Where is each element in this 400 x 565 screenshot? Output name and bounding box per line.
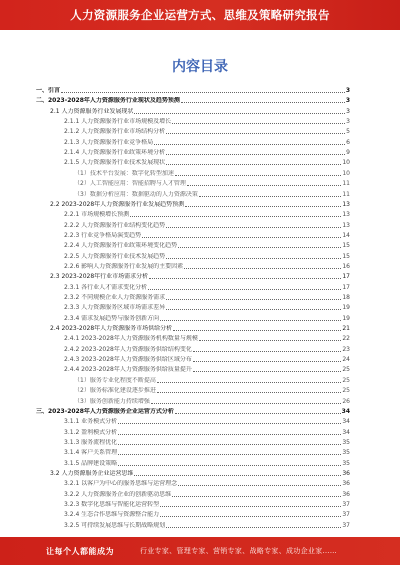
toc-entry-title: （1）服务专业化程度不断提高 xyxy=(74,376,156,384)
toc-entry[interactable] xyxy=(64,148,350,157)
toc-entry-page: 15 xyxy=(342,252,350,260)
toc-entry-page: 13 xyxy=(342,221,350,229)
toc-leader-dots xyxy=(134,113,345,114)
toc-entry-page: 24 xyxy=(342,356,350,364)
toc-entry-page: 17 xyxy=(342,283,350,291)
toc-leader-dots xyxy=(134,475,341,476)
toc-entry-title: 3.1.5 品牌建设策略 xyxy=(64,459,118,467)
toc-entry[interactable] xyxy=(64,355,350,364)
toc-leader-dots xyxy=(160,320,341,321)
toc-leader-dots xyxy=(193,361,341,362)
toc-entry-page: 6 xyxy=(346,138,350,146)
toc-entry-page: 23 xyxy=(342,345,350,353)
toc-entry[interactable] xyxy=(64,314,350,323)
toc-entry-page: 11 xyxy=(342,180,350,188)
toc-leader-dots xyxy=(193,371,341,372)
toc-entry-title: 2.2.1 市场规模增长预测 xyxy=(64,211,130,219)
toc-leader-dots xyxy=(166,227,341,228)
toc-entry-title: 3.2.3 数字化思维与智能化运营转型 xyxy=(64,501,160,508)
toc-entry[interactable] xyxy=(64,293,350,302)
toc-entry[interactable] xyxy=(64,428,350,437)
toc-entry-title: （2）服务标准化建设逐步推进 xyxy=(74,387,156,395)
toc-entry-title: 3.1.2 盈利模式分析 xyxy=(64,428,118,436)
toc-entry-title: 2.1.3 人力资源服务行业竞争格局 xyxy=(64,138,154,146)
toc-entry-title: 2.3 2023-2028年行业市场需求分析 xyxy=(50,273,149,281)
toc-entry-page: 37 xyxy=(342,511,350,519)
toc-leader-dots xyxy=(61,92,345,93)
toc-entry[interactable] xyxy=(64,241,350,250)
toc-leader-dots xyxy=(185,206,341,207)
toc-entry-page: 35 xyxy=(342,438,350,446)
toc-entry-title: 2.3.4 需求发展趋势与服务创新方向 xyxy=(64,314,160,322)
toc-entry[interactable] xyxy=(64,127,350,136)
toc-leader-dots xyxy=(178,485,341,486)
toc-leader-dots xyxy=(181,102,345,103)
toc-entry-title: 2.4.1 2023-2028年人力资源服务机构数量与规模 xyxy=(64,335,198,343)
footer-bar xyxy=(0,537,400,565)
toc-entry-title: 2.4.2 2023-2028年人力资源服务供给结构变化 xyxy=(64,345,192,353)
toc-entry[interactable] xyxy=(74,397,350,406)
toc-leader-dots xyxy=(199,340,341,341)
toc-leader-dots xyxy=(157,382,342,383)
toc-leader-dots xyxy=(175,413,341,414)
toc-entry-title: （2）人工智能应用：智能招聘与人才管理 xyxy=(74,180,186,188)
toc-entry-page: 5 xyxy=(346,128,350,136)
toc-leader-dots xyxy=(166,133,345,134)
toc-leader-dots xyxy=(154,144,345,145)
toc-entry[interactable] xyxy=(64,334,350,343)
toc-entry[interactable] xyxy=(64,138,350,147)
toc-entry-page: 3 xyxy=(345,87,350,94)
toc-leader-dots xyxy=(172,496,341,497)
toc-leader-dots xyxy=(130,216,341,217)
toc-entry[interactable] xyxy=(64,438,350,447)
toc-entry-title: 2.2.5 人力资源服务行业技术发展趋势 xyxy=(64,252,166,260)
toc-title: 内容目录 xyxy=(172,59,228,75)
toc-entry[interactable] xyxy=(36,86,350,95)
toc-entry-title: 3.1.4 客户关系管理 xyxy=(64,449,118,457)
toc-leader-dots xyxy=(142,237,341,238)
toc-leader-dots xyxy=(149,278,341,279)
toc-entry-page: 9 xyxy=(346,149,350,157)
toc-entry[interactable] xyxy=(50,324,350,333)
toc-entry-title: 3.2.4 生态合作思维与资源整合能力 xyxy=(64,511,160,519)
toc-entry-title: 2.3.2 不同规模企业人力资源服务需求 xyxy=(64,294,166,301)
toc-entry-title: 3.1.3 服务流程优化 xyxy=(64,438,118,446)
toc-entry-page: 26 xyxy=(342,397,350,405)
toc-entry-title: 2.4.4 2023-2028年人力资源服务供给质量提升 xyxy=(64,366,192,374)
toc-entry[interactable] xyxy=(50,107,350,116)
toc-entry-title: 2.2.3 行业竞争格局演变趋势 xyxy=(64,231,142,239)
toc-entry-page: 19 xyxy=(342,314,350,322)
toc-entry-title: 2.3.3 人力资源服务区域市场需求差异 xyxy=(64,304,166,312)
toc-entry-page: 13 xyxy=(342,211,350,219)
toc-entry[interactable] xyxy=(50,469,350,478)
toc-leader-dots xyxy=(118,454,341,455)
toc-entry[interactable] xyxy=(64,303,350,312)
toc-entry[interactable] xyxy=(64,262,350,271)
toc-entry-title: 2.4.3 2023-2028年人力资源服务供给区域分布 xyxy=(64,356,192,364)
toc-entry-page: 11 xyxy=(342,190,350,198)
toc-entry[interactable] xyxy=(64,448,350,457)
toc-entry[interactable] xyxy=(50,272,350,281)
toc-entry-page: 21 xyxy=(342,325,350,333)
toc-entry-title: 3.2 人力资源服务企业运营思维 xyxy=(50,469,134,477)
toc-entry-page: 25 xyxy=(342,366,350,374)
toc-leader-dots xyxy=(118,423,341,424)
toc-entry-page: 3 xyxy=(346,118,350,126)
toc-entry-title: 2.1.4 人力资源服务行业政策环境分析 xyxy=(64,149,166,157)
toc-leader-dots xyxy=(118,444,341,445)
toc-entry-title: 3.2.1 以客户为中心的服务思维与运营理念 xyxy=(64,480,178,488)
toc-entry-title: （3）数据分析应用：数据驱动的人力资源决策 xyxy=(74,190,198,198)
toc-entry[interactable] xyxy=(74,190,350,199)
toc-entry[interactable] xyxy=(50,200,350,209)
toc-entry[interactable] xyxy=(64,252,350,261)
toc-entry-title: 2.1 人力资源服务行业发展现状 xyxy=(50,107,134,115)
toc-entry-title: 2.3.1 各行业人才需求变化分析 xyxy=(64,283,148,291)
toc-entry[interactable] xyxy=(64,521,350,530)
toc-entry[interactable] xyxy=(64,210,350,219)
toc-entry[interactable] xyxy=(36,96,350,105)
toc-leader-dots xyxy=(199,196,342,197)
toc-entry[interactable] xyxy=(64,231,350,240)
toc-entry[interactable] xyxy=(64,459,350,468)
toc-entry[interactable] xyxy=(64,283,350,292)
toc-entry[interactable] xyxy=(36,407,350,416)
toc-leader-dots xyxy=(184,268,341,269)
toc-entry-page: 35 xyxy=(342,449,350,457)
toc-entry-page: 34 xyxy=(341,407,350,415)
toc-leader-dots xyxy=(166,258,341,259)
toc-entry[interactable] xyxy=(64,365,350,374)
report-title: 人力资源服务企业运营方式、思维及策略研究报告 xyxy=(70,8,330,22)
toc-leader-dots xyxy=(160,506,341,507)
toc-leader-dots xyxy=(173,330,341,331)
toc-entry-page: 16 xyxy=(342,262,350,270)
toc-entry[interactable] xyxy=(64,490,350,499)
toc-leader-dots xyxy=(166,164,341,165)
toc-entry-title: 3.2.5 可持续发展思维与长期战略规划 xyxy=(64,521,166,529)
toc-entry-page: 37 xyxy=(342,501,350,508)
toc-leader-dots xyxy=(160,516,341,517)
toc-entry-title: 3.2.2 人力资源服务企业的创新驱动思维 xyxy=(64,490,172,498)
toc-leader-dots xyxy=(166,154,345,155)
toc-leader-dots xyxy=(172,123,345,124)
toc-entry-title: 三、2023-2028年人力资源服务企业运营方式分析 xyxy=(36,407,174,415)
toc-entry[interactable] xyxy=(64,479,350,488)
toc-entry-title: （1）技术平台发展：数字化转型加速 xyxy=(74,169,174,177)
toc-entry-title: 2.2.6 影响人力资源服务行业发展的主要因素 xyxy=(64,262,184,270)
toc-entry-title: 二、2023-2028年人力资源服务行业现状及趋势预测 xyxy=(36,97,180,105)
toc-entry[interactable] xyxy=(64,221,350,230)
toc-entry-page: 36 xyxy=(342,490,350,498)
toc-leader-dots xyxy=(148,289,341,290)
toc-entry-page: 18 xyxy=(342,294,350,301)
toc-entry-page: 34 xyxy=(342,428,350,436)
toc-entry-page: 19 xyxy=(342,304,350,312)
toc-leader-dots xyxy=(178,247,341,248)
toc-entry-page: 34 xyxy=(342,418,350,426)
toc-entry-title: 2.2 2023-2028年人力资源服务行业发展趋势预测 xyxy=(50,200,185,208)
toc-leader-dots xyxy=(118,434,341,435)
toc-leader-dots xyxy=(166,309,341,310)
toc-entry-title: 2.4 2023-2028年人力资源服务市场供给分析 xyxy=(50,325,173,333)
toc-entry[interactable] xyxy=(64,117,350,126)
toc-entry-page: 13 xyxy=(342,200,350,208)
toc-entry-title: 2.2.4 人力资源服务行业政策环境变化趋势 xyxy=(64,242,178,250)
toc-entry-title: 2.1.5 人力资源服务行业技术发展现状 xyxy=(64,159,166,167)
toc-leader-dots xyxy=(193,351,341,352)
toc-entry[interactable] xyxy=(64,345,350,354)
toc-leader-dots xyxy=(166,527,341,528)
toc-entry-page: 3 xyxy=(346,107,350,115)
toc-entry-page: 15 xyxy=(342,242,350,250)
footer-roles: 行业专家、管理专家、营销专家、战略专家、成功企业家…… xyxy=(140,547,338,555)
toc-entry-page: 25 xyxy=(342,376,350,384)
toc-leader-dots xyxy=(166,299,341,300)
toc-entry[interactable] xyxy=(64,417,350,426)
toc-entry-title: 2.1.2 人力资源服务行业市场结构分析 xyxy=(64,128,166,136)
toc-leader-dots xyxy=(118,465,341,466)
toc-entry-page: 36 xyxy=(342,469,350,477)
footer-slogan: 让每个人都能成为 xyxy=(46,546,114,556)
toc-leader-dots xyxy=(151,403,342,404)
toc-entry[interactable] xyxy=(74,169,350,178)
toc-entry-page: 17 xyxy=(342,273,350,281)
toc-entry[interactable] xyxy=(64,158,350,167)
toc-entry-page: 36 xyxy=(342,480,350,488)
toc-entry-page: 22 xyxy=(342,335,350,343)
toc-entry-page: 25 xyxy=(342,387,350,395)
toc-leader-dots xyxy=(187,185,342,186)
toc-entry-title: 2.2.2 人力资源服务行业结构变化趋势 xyxy=(64,221,166,229)
toc-entry-title: 3.1.1 业务模式分析 xyxy=(64,418,118,426)
toc-entry-page: 37 xyxy=(342,521,350,529)
toc-entry-page: 35 xyxy=(342,459,350,467)
toc-entry-page: 10 xyxy=(342,169,350,177)
toc-entry[interactable] xyxy=(64,510,350,519)
toc-leader-dots xyxy=(157,392,342,393)
toc-entry-title: 2.1.1 人力资源服务行业市场规模及增长 xyxy=(64,118,172,126)
toc-leader-dots xyxy=(175,175,342,176)
toc-entry[interactable] xyxy=(74,179,350,188)
toc-entry[interactable] xyxy=(74,376,350,385)
toc-entry[interactable] xyxy=(74,386,350,395)
toc-entry-page: 3 xyxy=(345,97,350,105)
toc-entry-title: （3）服务创新能力持续增强 xyxy=(74,397,150,405)
toc-entry-title: 一、引言 xyxy=(36,87,61,94)
toc-entry-page: 14 xyxy=(342,231,350,239)
toc-entry-page: 10 xyxy=(342,159,350,167)
toc-entry[interactable] xyxy=(64,500,350,509)
